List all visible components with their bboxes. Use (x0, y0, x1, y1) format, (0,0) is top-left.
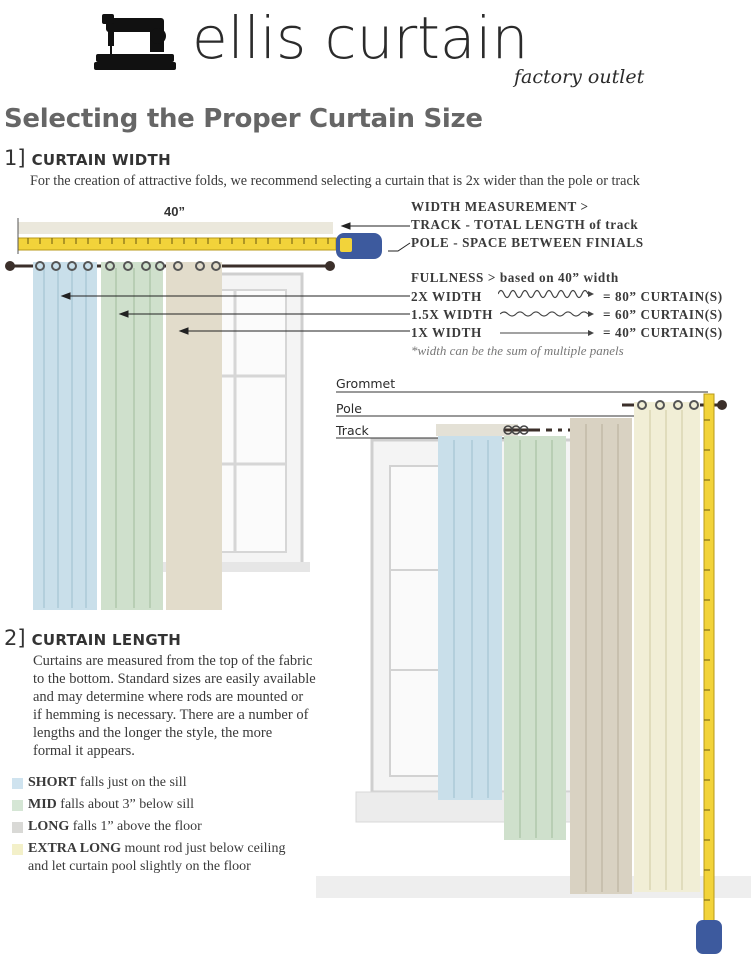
width-intro: For the creation of attractive folds, we recommend selecting a curtain that is 2x wider than the pole or track (30, 173, 640, 189)
panel-short (438, 436, 502, 800)
length-section-heading: CURTAIN LENGTH (31, 631, 182, 649)
finial-right (325, 261, 335, 271)
fullness-result-2x: = 80” CURTAIN(S) (603, 289, 723, 304)
fold-wave-1-5x-icon (500, 308, 594, 320)
length-body-line: Curtains are measured from the top of the fabric (33, 653, 313, 669)
page-title: Selecting the Proper Curtain Size (4, 104, 483, 134)
fullness-label-2x: 2X WIDTH (411, 289, 482, 304)
fullness-label-1-5x: 1.5X WIDTH (411, 307, 493, 322)
length-legend (12, 774, 342, 876)
length-section-header (4, 626, 181, 650)
width-section-heading: CURTAIN WIDTH (31, 151, 171, 169)
logo (94, 12, 176, 72)
measurement-pointers (336, 214, 416, 254)
brand-name: ellis curtain (192, 4, 529, 72)
length-body-line: formal it appears. (33, 743, 135, 759)
width-section-header (4, 146, 171, 170)
length-body-line: lengths and the longer the style, the more (33, 725, 273, 741)
legend-item-mid: MID falls about 3” below sill (12, 796, 342, 814)
pole-label: Pole (336, 401, 362, 416)
pole-definition: POLE - SPACE BETWEEN FINIALS (411, 235, 644, 250)
width-section-number: 1] (4, 146, 26, 170)
straight-arrow-1x-icon (500, 327, 594, 339)
fullness-label-1x: 1X WIDTH (411, 325, 482, 340)
legend-swatch (12, 800, 23, 811)
grommet-label: Grommet (336, 376, 396, 391)
tape-measure-case (696, 920, 722, 954)
fullness-result-1x: = 40” CURTAIN(S) (603, 325, 723, 340)
finial-left (5, 261, 15, 271)
legend-swatch (12, 822, 23, 833)
legend-swatch (12, 844, 23, 855)
legend-item-short: SHORT falls just on the sill (12, 774, 342, 792)
fullness-heading: FULLNESS > based on 40” width (411, 270, 619, 285)
width-footnote: *width can be the sum of multiple panels (411, 343, 624, 358)
fold-wave-2x-icon (498, 287, 594, 301)
length-body-line: and may determine where rods are mounted or (33, 689, 304, 705)
length-body-line: if hemming is necessary. There are a number of (33, 707, 309, 723)
legend-item-long: LONG falls 1” above the floor (12, 818, 342, 836)
length-section-number: 2] (4, 626, 26, 650)
track-bar (18, 222, 333, 234)
measuring-tape (18, 238, 336, 250)
panel-2x (33, 262, 97, 610)
fullness-result-1-5x: = 60” CURTAIN(S) (603, 307, 723, 322)
brand-tagline: factory outlet (514, 66, 645, 88)
finial (717, 400, 727, 410)
legend-swatch (12, 778, 23, 789)
track-label: Track (336, 423, 369, 438)
vertical-tape (704, 394, 714, 922)
track-definition: TRACK - TOTAL LENGTH of track (411, 217, 639, 232)
length-body-line: to the bottom. Standard sizes are easily available (33, 671, 316, 687)
length-illustration (316, 380, 751, 955)
length-body (33, 652, 353, 760)
legend-item-extra-long: EXTRA LONG mount rod just below ceiling and let curtain pool slightly on the floor (12, 840, 342, 876)
sewing-machine-icon (94, 12, 176, 72)
width-dimension-label: 40” (164, 204, 185, 219)
width-measurement-heading: WIDTH MEASUREMENT > (411, 199, 589, 214)
